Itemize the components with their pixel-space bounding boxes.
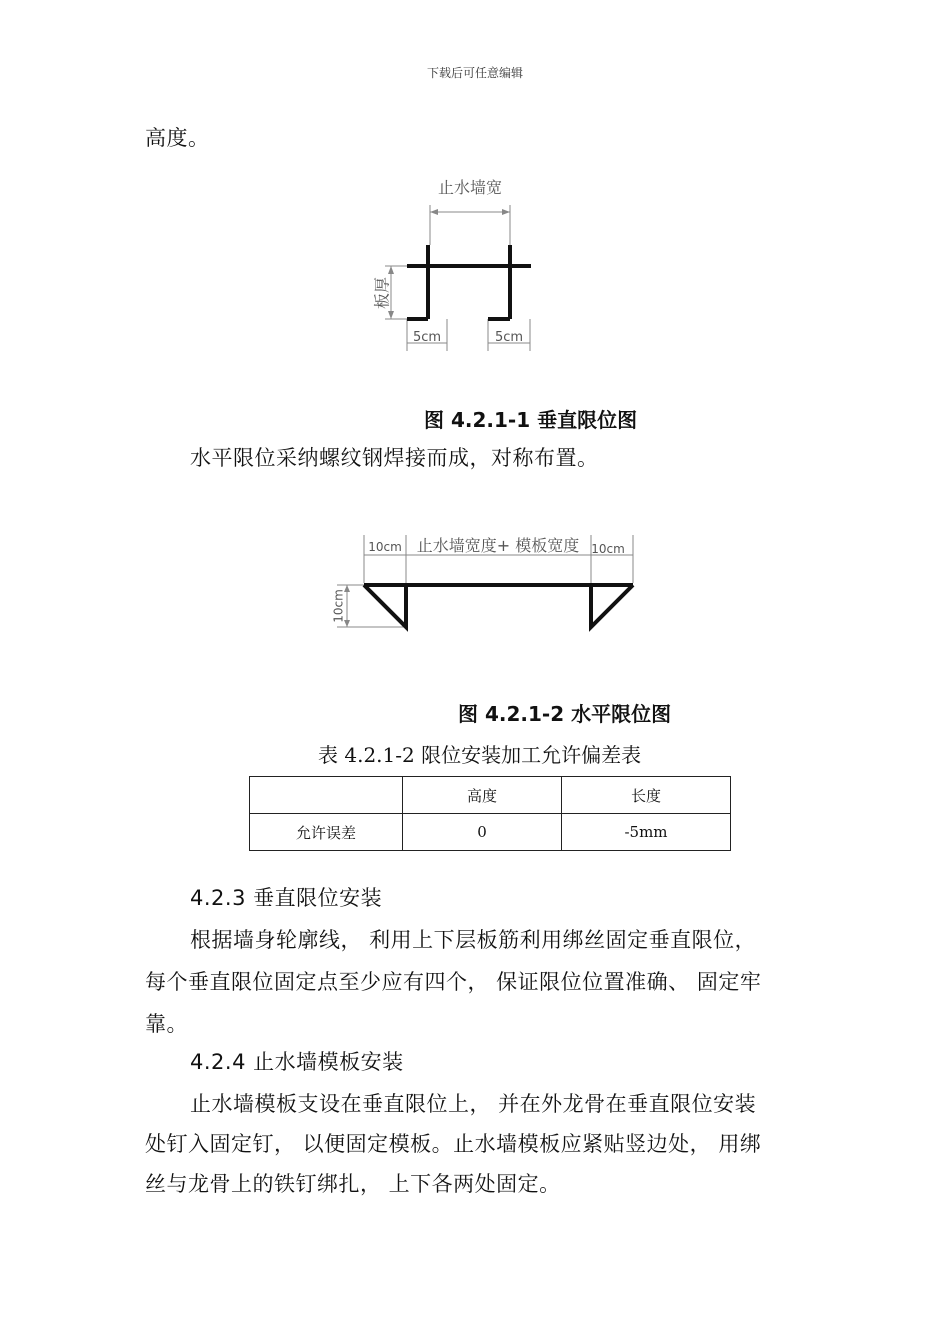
horizontal-limit-diagram bbox=[325, 525, 645, 637]
label-right-10cm: 10cm bbox=[591, 542, 625, 556]
left-bracket bbox=[364, 585, 406, 627]
label-span-width: 止水墙宽度+ 模板宽度 bbox=[416, 536, 580, 555]
label-right-5cm: 5cm bbox=[494, 330, 524, 345]
vertical-limit-diagram bbox=[355, 165, 555, 360]
label-slab-thickness: 板厚 bbox=[372, 276, 392, 310]
paragraph-horizontal-intro: 水平限位采纳螺纹钢焊接而成，对称布置。 bbox=[190, 446, 599, 470]
deviation-table bbox=[249, 776, 731, 851]
paragraph-424-line: 止水墙模板支设在垂直限位上， 并在外龙骨在垂直限位安装 bbox=[190, 1092, 757, 1116]
header-note: 下载后可任意编辑 bbox=[426, 66, 523, 80]
right-bracket bbox=[591, 585, 633, 627]
paragraph-423-line: 根据墙身轮廓线， 利用上下层板筋利用绑丝固定垂直限位， bbox=[190, 928, 757, 952]
table-cell: 允许误差 bbox=[250, 814, 403, 851]
label-vertical-10cm: 10cm bbox=[331, 589, 346, 623]
table-row bbox=[250, 814, 731, 851]
figure2-caption: 图 4.2.1-2 水平限位图 bbox=[458, 702, 672, 726]
table-header-cell: 长度 bbox=[562, 777, 731, 814]
table-header-row bbox=[250, 777, 731, 814]
paragraph-423-line: 每个垂直限位固定点至少应有四个， 保证限位位置准确、 固定牢 bbox=[145, 970, 762, 994]
label-wall-width: 止水墙宽 bbox=[437, 178, 503, 197]
horizontal-limit-frame bbox=[364, 585, 633, 627]
table-caption: 表 4.2.1-2 限位安装加工允许偏差表 bbox=[318, 743, 642, 767]
table-cell: 0 bbox=[403, 814, 562, 851]
paragraph-height-continuation: 高度。 bbox=[145, 126, 210, 150]
table-header-cell: 高度 bbox=[403, 777, 562, 814]
section-424-title: 4.2.4 止水墙模板安装 bbox=[190, 1050, 404, 1074]
section-423-title: 4.2.3 垂直限位安装 bbox=[190, 886, 383, 910]
table-header-cell bbox=[250, 777, 403, 814]
paragraph-424-line: 丝与龙骨上的铁钉绑扎， 上下各两处固定。 bbox=[145, 1172, 561, 1196]
table-cell: -5mm bbox=[562, 814, 731, 851]
paragraph-424-line: 处钉入固定钉， 以便固定模板。止水墙模板应紧贴竖边处， 用绑 bbox=[145, 1132, 762, 1156]
vertical-limit-frame bbox=[407, 245, 531, 319]
label-left-5cm: 5cm bbox=[412, 330, 442, 345]
label-left-10cm: 10cm bbox=[368, 540, 402, 554]
paragraph-423-line: 靠。 bbox=[145, 1012, 188, 1036]
figure1-caption: 图 4.2.1-1 垂直限位图 bbox=[424, 408, 638, 432]
